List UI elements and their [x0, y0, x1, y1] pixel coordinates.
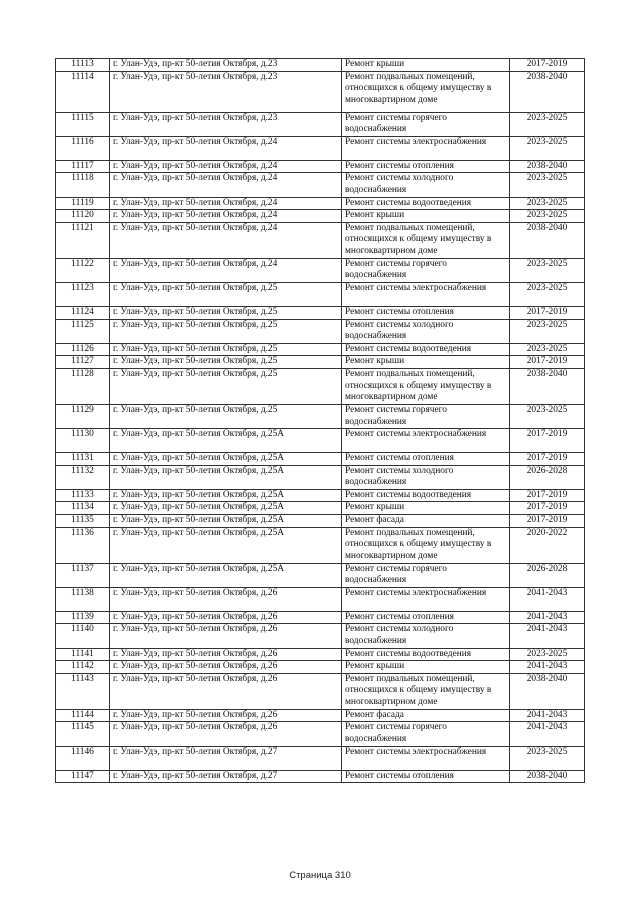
row-period: 2038-2040 — [510, 368, 585, 404]
table-row — [56, 404, 585, 428]
row-work-type: Ремонт системы электроснабжения — [342, 136, 510, 160]
row-number: 11113 — [56, 59, 110, 72]
row-work-type: Ремонт системы холодного водоснабжения — [342, 465, 510, 489]
row-work-type: Ремонт системы горячего водоснабжения — [342, 563, 510, 587]
row-address: г. Улан-Удэ, пр-кт 50-летия Октября, д.24 — [110, 210, 342, 223]
row-address: г. Улан-Удэ, пр-кт 50-летия Октября, д.26 — [110, 611, 342, 624]
row-work-type: Ремонт системы горячего водоснабжения — [342, 258, 510, 282]
row-number: 11117 — [56, 160, 110, 173]
row-work-type: Ремонт крыши — [342, 502, 510, 515]
row-work-type: Ремонт системы отопления — [342, 453, 510, 466]
row-address: г. Улан-Удэ, пр-кт 50-летия Октября, д.26 — [110, 673, 342, 709]
table-row — [56, 429, 585, 453]
row-number: 11122 — [56, 258, 110, 282]
table-row — [56, 746, 585, 770]
table-row — [56, 343, 585, 356]
row-period: 2017-2019 — [510, 453, 585, 466]
row-number: 11116 — [56, 136, 110, 160]
row-work-type: Ремонт системы горячего водоснабжения — [342, 112, 510, 136]
row-period: 2020-2022 — [510, 527, 585, 563]
row-work-type: Ремонт системы электроснабжения — [342, 587, 510, 611]
row-number: 11133 — [56, 489, 110, 502]
row-work-type: Ремонт подвальных помещений, относящихся к общему имуществу в многоквартирном доме — [342, 222, 510, 258]
row-address: г. Улан-Удэ, пр-кт 50-летия Октября, д.24 — [110, 197, 342, 210]
row-work-type: Ремонт подвальных помещений, относящихся к общему имуществу в многоквартирном доме — [342, 673, 510, 709]
row-work-type: Ремонт системы отопления — [342, 770, 510, 783]
row-address: г. Улан-Удэ, пр-кт 50-летия Октября, д.25А — [110, 429, 342, 453]
row-work-type: Ремонт подвальных помещений, относящихся к общему имуществу в многоквартирном доме — [342, 71, 510, 112]
table-row — [56, 210, 585, 223]
row-period: 2038-2040 — [510, 770, 585, 783]
row-work-type: Ремонт системы водоотведения — [342, 489, 510, 502]
row-period: 2023-2025 — [510, 343, 585, 356]
row-number: 11128 — [56, 368, 110, 404]
row-period: 2017-2019 — [510, 489, 585, 502]
row-work-type: Ремонт системы водоотведения — [342, 648, 510, 661]
row-period: 2017-2019 — [510, 356, 585, 369]
row-period: 2017-2019 — [510, 502, 585, 515]
row-work-type: Ремонт фасада — [342, 709, 510, 722]
row-period: 2023-2025 — [510, 197, 585, 210]
table-row — [56, 722, 585, 746]
row-period: 2026-2028 — [510, 465, 585, 489]
row-address: г. Улан-Удэ, пр-кт 50-летия Октября, д.25 — [110, 282, 342, 306]
row-address: г. Улан-Удэ, пр-кт 50-летия Октября, д.24 — [110, 136, 342, 160]
table-row — [56, 136, 585, 160]
row-period: 2017-2019 — [510, 59, 585, 72]
row-work-type: Ремонт крыши — [342, 59, 510, 72]
row-address: г. Улан-Удэ, пр-кт 50-летия Октября, д.24 — [110, 222, 342, 258]
row-number: 11123 — [56, 282, 110, 306]
row-number: 11140 — [56, 624, 110, 648]
row-address: г. Улан-Удэ, пр-кт 50-летия Октября, д.26 — [110, 661, 342, 674]
row-number: 11145 — [56, 722, 110, 746]
row-address: г. Улан-Удэ, пр-кт 50-летия Октября, д.25А — [110, 515, 342, 528]
row-address: г. Улан-Удэ, пр-кт 50-летия Октября, д.25А — [110, 453, 342, 466]
page-number: Страница 310 — [289, 870, 351, 881]
row-work-type: Ремонт подвальных помещений, относящихся к общему имуществу в многоквартирном доме — [342, 527, 510, 563]
row-period: 2038-2040 — [510, 71, 585, 112]
row-period: 2041-2043 — [510, 709, 585, 722]
row-period: 2023-2025 — [510, 136, 585, 160]
row-period: 2023-2025 — [510, 404, 585, 428]
row-number: 11115 — [56, 112, 110, 136]
row-period: 2023-2025 — [510, 282, 585, 306]
row-work-type: Ремонт крыши — [342, 356, 510, 369]
row-number: 11146 — [56, 746, 110, 770]
row-address: г. Улан-Удэ, пр-кт 50-летия Октября, д.25А — [110, 502, 342, 515]
table-row — [56, 112, 585, 136]
row-number: 11143 — [56, 673, 110, 709]
row-period: 2023-2025 — [510, 319, 585, 343]
table-row — [56, 160, 585, 173]
row-number: 11147 — [56, 770, 110, 783]
row-work-type: Ремонт фасада — [342, 515, 510, 528]
row-period: 2023-2025 — [510, 112, 585, 136]
row-period: 2023-2025 — [510, 210, 585, 223]
row-number: 11118 — [56, 173, 110, 197]
row-address: г. Улан-Удэ, пр-кт 50-летия Октября, д.25 — [110, 368, 342, 404]
row-number: 11137 — [56, 563, 110, 587]
row-period: 2038-2040 — [510, 673, 585, 709]
row-address: г. Улан-Удэ, пр-кт 50-летия Октября, д.26 — [110, 722, 342, 746]
row-work-type: Ремонт системы холодного водоснабжения — [342, 624, 510, 648]
table-row — [56, 59, 585, 72]
row-address: г. Улан-Удэ, пр-кт 50-летия Октября, д.26 — [110, 709, 342, 722]
row-period: 2023-2025 — [510, 746, 585, 770]
row-number: 11131 — [56, 453, 110, 466]
row-number: 11126 — [56, 343, 110, 356]
row-number: 11142 — [56, 661, 110, 674]
row-number: 11129 — [56, 404, 110, 428]
row-period: 2038-2040 — [510, 160, 585, 173]
row-number: 11134 — [56, 502, 110, 515]
row-address: г. Улан-Удэ, пр-кт 50-летия Октября, д.23 — [110, 59, 342, 72]
row-work-type: Ремонт системы отопления — [342, 611, 510, 624]
row-number: 11144 — [56, 709, 110, 722]
row-address: г. Улан-Удэ, пр-кт 50-летия Октября, д.24 — [110, 173, 342, 197]
row-number: 11121 — [56, 222, 110, 258]
table-row — [56, 368, 585, 404]
row-period: 2023-2025 — [510, 173, 585, 197]
row-number: 11132 — [56, 465, 110, 489]
row-number: 11124 — [56, 306, 110, 319]
table-row — [56, 222, 585, 258]
table-row — [56, 71, 585, 112]
row-address: г. Улан-Удэ, пр-кт 50-летия Октября, д.25 — [110, 343, 342, 356]
row-address: г. Улан-Удэ, пр-кт 50-летия Октября, д.23 — [110, 71, 342, 112]
row-address: г. Улан-Удэ, пр-кт 50-летия Октября, д.25 — [110, 319, 342, 343]
table-row — [56, 624, 585, 648]
row-period: 2017-2019 — [510, 306, 585, 319]
row-work-type: Ремонт системы отопления — [342, 306, 510, 319]
row-number: 11135 — [56, 515, 110, 528]
row-period: 2038-2040 — [510, 222, 585, 258]
table-row — [56, 661, 585, 674]
row-address: г. Улан-Удэ, пр-кт 50-летия Октября, д.25А — [110, 465, 342, 489]
row-period: 2023-2025 — [510, 258, 585, 282]
row-address: г. Улан-Удэ, пр-кт 50-летия Октября, д.27 — [110, 746, 342, 770]
table-row — [56, 282, 585, 306]
row-address: г. Улан-Удэ, пр-кт 50-летия Октября, д.25А — [110, 527, 342, 563]
row-address: г. Улан-Удэ, пр-кт 50-летия Октября, д.26 — [110, 648, 342, 661]
table-row — [56, 356, 585, 369]
row-address: г. Улан-Удэ, пр-кт 50-летия Октября, д.24 — [110, 258, 342, 282]
row-period: 2017-2019 — [510, 429, 585, 453]
row-number: 11120 — [56, 210, 110, 223]
table-row — [56, 197, 585, 210]
table-row — [56, 515, 585, 528]
row-period: 2041-2043 — [510, 587, 585, 611]
row-work-type: Ремонт системы электроснабжения — [342, 282, 510, 306]
row-work-type: Ремонт системы водоотведения — [342, 197, 510, 210]
row-address: г. Улан-Удэ, пр-кт 50-летия Октября, д.23 — [110, 112, 342, 136]
table-row — [56, 527, 585, 563]
row-number: 11130 — [56, 429, 110, 453]
row-number: 11138 — [56, 587, 110, 611]
row-period: 2041-2043 — [510, 661, 585, 674]
table-row — [56, 319, 585, 343]
row-address: г. Улан-Удэ, пр-кт 50-летия Октября, д.25 — [110, 356, 342, 369]
row-work-type: Ремонт подвальных помещений, относящихся к общему имуществу в многоквартирном доме — [342, 368, 510, 404]
table-row — [56, 173, 585, 197]
row-work-type: Ремонт крыши — [342, 661, 510, 674]
row-work-type: Ремонт системы электроснабжения — [342, 746, 510, 770]
table-row — [56, 258, 585, 282]
table-row — [56, 502, 585, 515]
row-address: г. Улан-Удэ, пр-кт 50-летия Октября, д.24 — [110, 160, 342, 173]
row-period: 2041-2043 — [510, 624, 585, 648]
row-address: г. Улан-Удэ, пр-кт 50-летия Октября, д.25 — [110, 404, 342, 428]
table-row — [56, 648, 585, 661]
row-work-type: Ремонт системы электроснабжения — [342, 429, 510, 453]
row-number: 11114 — [56, 71, 110, 112]
row-period: 2026-2028 — [510, 563, 585, 587]
table-row — [56, 587, 585, 611]
row-number: 11125 — [56, 319, 110, 343]
row-period: 2023-2025 — [510, 648, 585, 661]
row-work-type: Ремонт крыши — [342, 210, 510, 223]
row-address: г. Улан-Удэ, пр-кт 50-летия Октября, д.27 — [110, 770, 342, 783]
table-row — [56, 563, 585, 587]
row-address: г. Улан-Удэ, пр-кт 50-летия Октября, д.26 — [110, 624, 342, 648]
row-number: 11119 — [56, 197, 110, 210]
row-period: 2017-2019 — [510, 515, 585, 528]
row-number: 11141 — [56, 648, 110, 661]
row-number: 11139 — [56, 611, 110, 624]
repair-schedule-table — [55, 58, 585, 783]
table-body — [56, 59, 585, 783]
row-work-type: Ремонт системы горячего водоснабжения — [342, 722, 510, 746]
row-work-type: Ремонт системы горячего водоснабжения — [342, 404, 510, 428]
row-address: г. Улан-Удэ, пр-кт 50-летия Октября, д.26 — [110, 587, 342, 611]
table-row — [56, 770, 585, 783]
row-work-type: Ремонт системы отопления — [342, 160, 510, 173]
table-row — [56, 453, 585, 466]
row-period: 2041-2043 — [510, 722, 585, 746]
table-row — [56, 709, 585, 722]
row-number: 11127 — [56, 356, 110, 369]
row-period: 2041-2043 — [510, 611, 585, 624]
row-address: г. Улан-Удэ, пр-кт 50-летия Октября, д.25А — [110, 563, 342, 587]
row-address: г. Улан-Удэ, пр-кт 50-летия Октября, д.25А — [110, 489, 342, 502]
table-row — [56, 673, 585, 709]
row-work-type: Ремонт системы холодного водоснабжения — [342, 173, 510, 197]
row-work-type: Ремонт системы холодного водоснабжения — [342, 319, 510, 343]
table-row — [56, 489, 585, 502]
row-number: 11136 — [56, 527, 110, 563]
table-row — [56, 465, 585, 489]
table-row — [56, 306, 585, 319]
row-work-type: Ремонт системы водоотведения — [342, 343, 510, 356]
table-row — [56, 611, 585, 624]
row-address: г. Улан-Удэ, пр-кт 50-летия Октября, д.25 — [110, 306, 342, 319]
